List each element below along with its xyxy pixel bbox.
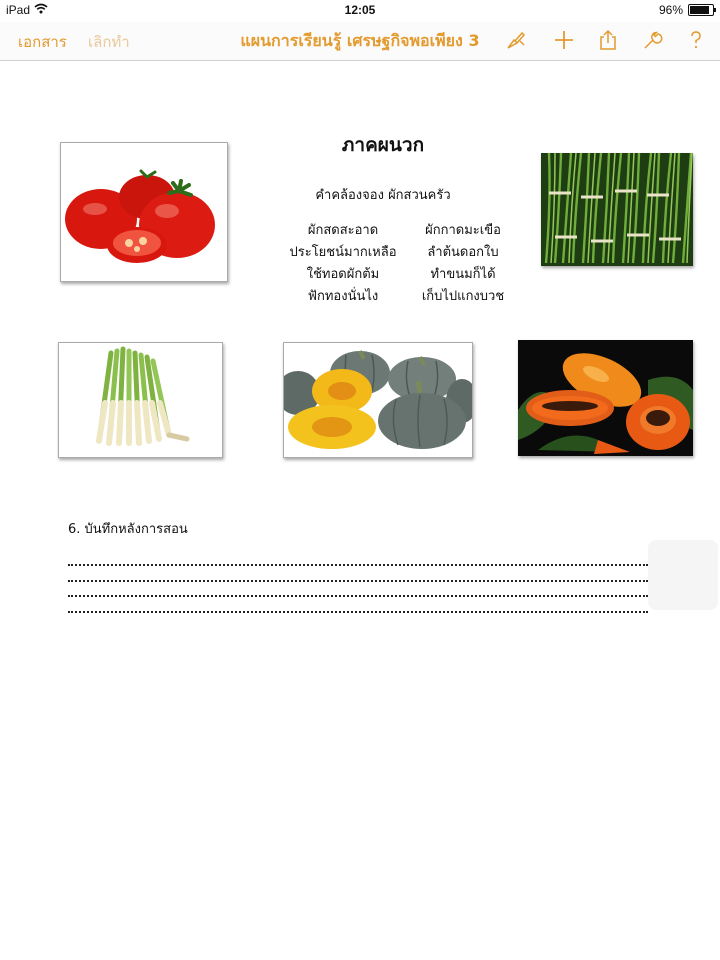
tomato-image[interactable] [60, 142, 228, 282]
wrench-icon[interactable] [640, 28, 664, 52]
paintbrush-icon[interactable] [504, 28, 528, 52]
notes-line[interactable] [68, 597, 648, 613]
papaya-image[interactable] [518, 340, 693, 456]
poem-phrase: ผักกาดมะเขือ [425, 223, 501, 238]
share-icon[interactable] [596, 28, 620, 52]
poem-phrase: เก็บไปแกงบวช [421, 289, 505, 304]
poem [288, 220, 518, 308]
battery-percent: 96% [658, 3, 683, 17]
notes-line[interactable] [68, 566, 648, 582]
page-heading: ภาคผนวก [341, 134, 425, 156]
battery-icon [688, 4, 714, 16]
poem-phrase: ประโยชน์มากเหลือ [289, 245, 397, 260]
plus-icon[interactable] [552, 28, 576, 52]
status-right [659, 3, 714, 17]
toolbar [0, 22, 720, 61]
poem-line [288, 264, 518, 286]
poem-line [288, 220, 518, 242]
notes-line[interactable] [68, 581, 648, 597]
poem-line [288, 286, 518, 308]
undo-button[interactable]: เลิกทำ [88, 33, 130, 51]
help-icon[interactable] [684, 28, 708, 52]
documents-button[interactable]: เอกสาร [18, 33, 67, 51]
status-bar [0, 0, 720, 22]
lemongrass-image[interactable] [58, 342, 223, 458]
document-title[interactable]: แผนการเรียนรู้ เศรษฐกิจพอเพียง 3 [240, 31, 480, 50]
poem-phrase: ทำขนมก็ได้ [430, 267, 496, 282]
poem-phrase: ใช้ทอดผักต้ม [306, 267, 380, 282]
status-time: 12:05 [344, 3, 376, 17]
pumpkin-image[interactable] [283, 342, 473, 458]
device-name: iPad [6, 3, 31, 17]
poem-phrase: ลำต้นดอกใบ [427, 245, 499, 260]
page-navigator-tab[interactable] [648, 540, 718, 610]
notes-line[interactable] [68, 550, 648, 566]
poem-line [288, 242, 518, 264]
poem-title: คำคล้องจอง ผักสวนครัว [315, 188, 451, 203]
poem-phrase: ฟักทองนั่นไง [307, 289, 379, 304]
long-bean-image[interactable] [541, 153, 693, 266]
battery-fill [690, 6, 709, 14]
notes-title: 6. บันทึกหลังการสอน [68, 522, 188, 537]
poem-phrase: ผักสดสะอาด [307, 223, 379, 238]
